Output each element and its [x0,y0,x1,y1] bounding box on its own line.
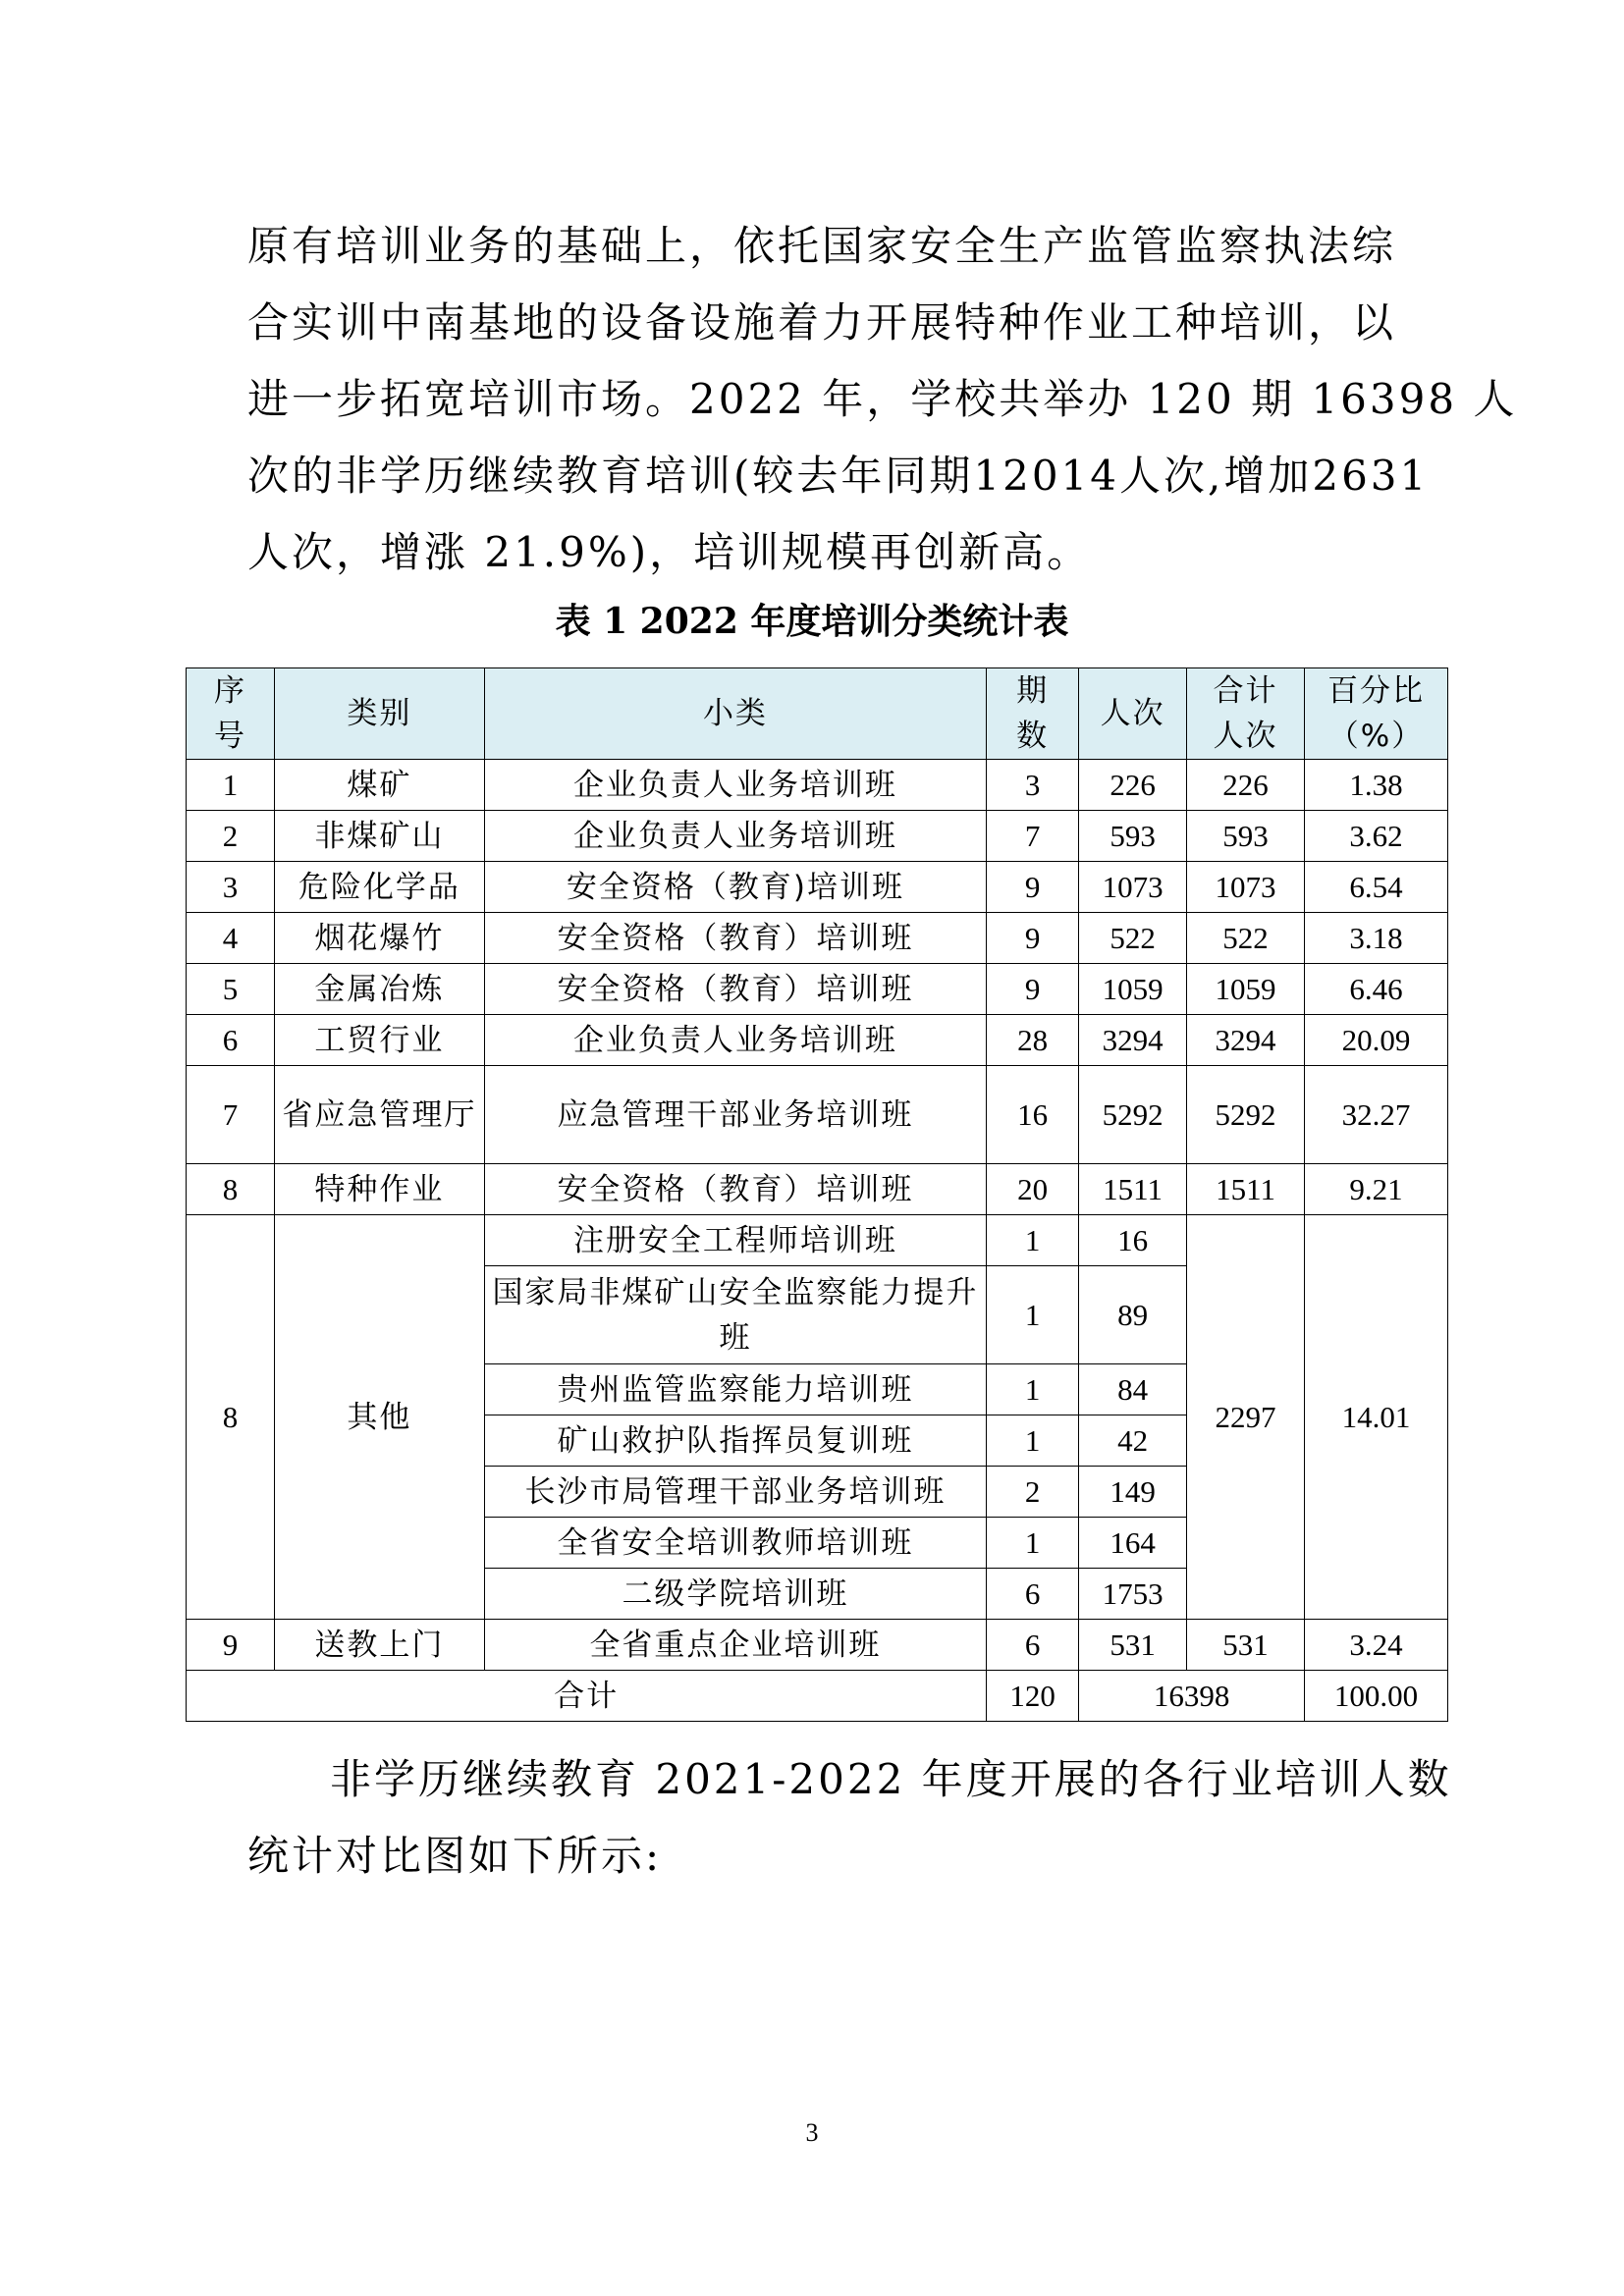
cell-percent: 3.62 [1305,811,1448,862]
cell-subcategory: 安全资格（教育）培训班 [484,964,986,1015]
cell-subcategory: 长沙市局管理干部业务培训班 [484,1467,986,1518]
cell-percent: 32.27 [1305,1066,1448,1164]
cell-periods: 1 [987,1518,1079,1569]
closing-paragraph [247,1741,1452,1895]
cell-persons: 593 [1079,811,1187,862]
header-persons: 人次 [1079,668,1187,760]
table-row [187,1066,1448,1164]
cell-persons: 149 [1079,1467,1187,1518]
cell-subcategory: 注册安全工程师培训班 [484,1215,986,1266]
cell-category: 其他 [274,1215,484,1620]
cell-persons: 1511 [1079,1164,1187,1215]
cell-seq: 2 [187,811,275,862]
cell-periods: 1 [987,1364,1079,1415]
cell-periods: 6 [987,1569,1079,1620]
cell-total-percent: 100.00 [1305,1671,1448,1722]
cell-category: 非煤矿山 [274,811,484,862]
cell-subcategory: 贵州监管监察能力培训班 [484,1364,986,1415]
intro-paragraph [247,208,1518,591]
table-row [187,760,1448,811]
table-row [187,1620,1448,1671]
table-body [187,760,1448,1722]
cell-persons: 522 [1079,913,1187,964]
cell-seq: 9 [187,1620,275,1671]
header-subcategory: 小类 [484,668,986,760]
table-row [187,913,1448,964]
header-percent: 百分比 （%） [1305,668,1448,760]
cell-periods: 2 [987,1467,1079,1518]
cell-category: 省应急管理厅 [274,1066,484,1164]
cell-persons: 226 [1079,760,1187,811]
cell-subcategory: 矿山救护队指挥员复训班 [484,1415,986,1467]
header-total-persons: 合计 人次 [1187,668,1305,760]
table-header-row [187,668,1448,760]
page-number: 3 [805,2118,819,2147]
cell-category: 工贸行业 [274,1015,484,1066]
cell-persons: 84 [1079,1364,1187,1415]
cell-percent: 6.46 [1305,964,1448,1015]
cell-periods: 7 [987,811,1079,862]
cell-subcategory: 企业负责人业务培训班 [484,1015,986,1066]
cell-total-periods: 120 [987,1671,1079,1722]
cell-total-persons: 2297 [1187,1215,1305,1620]
intro-line: 合实训中南基地的设备设施着力开展特种作业工种培训，以 [247,298,1397,347]
training-statistics-table [186,667,1448,1722]
cell-periods: 6 [987,1620,1079,1671]
intro-line: 进一步拓宽培训市场。2022 年，学校共举办 120 期 16398 人 [247,375,1518,423]
cell-percent: 3.18 [1305,913,1448,964]
header-periods: 期 数 [987,668,1079,760]
cell-seq: 3 [187,862,275,913]
cell-periods: 1 [987,1215,1079,1266]
cell-subcategory: 安全资格（教育)培训班 [484,862,986,913]
cell-periods: 1 [987,1266,1079,1364]
cell-periods: 9 [987,964,1079,1015]
intro-line: 原有培训业务的基础上，依托国家安全生产监管监察执法综 [247,222,1397,270]
intro-line: 人次，增涨 21.9%)，培训规模再创新高。 [247,528,1092,576]
cell-total-persons: 522 [1187,913,1305,964]
cell-total-persons: 226 [1187,760,1305,811]
cell-category: 煤矿 [274,760,484,811]
cell-persons: 531 [1079,1620,1187,1671]
cell-total-persons: 531 [1187,1620,1305,1671]
cell-periods: 9 [987,913,1079,964]
table-caption: 表 1 2022 年度培训分类统计表 [555,601,1069,642]
cell-percent: 20.09 [1305,1015,1448,1066]
cell-subcategory: 全省重点企业培训班 [484,1620,986,1671]
cell-total-persons: 5292 [1187,1066,1305,1164]
cell-total-persons: 593 [1187,811,1305,862]
cell-periods: 1 [987,1415,1079,1467]
cell-seq: 1 [187,760,275,811]
cell-periods: 20 [987,1164,1079,1215]
cell-subcategory: 国家局非煤矿山安全监察能力提升班 [484,1266,986,1364]
table-total-row [187,1671,1448,1722]
cell-total-persons: 1511 [1187,1164,1305,1215]
cell-category: 送教上门 [274,1620,484,1671]
closing-line: 非学历继续教育 2021-2022 年度开展的各行业培训人数 [330,1755,1452,1803]
cell-category: 烟花爆竹 [274,913,484,964]
cell-subcategory: 二级学院培训班 [484,1569,986,1620]
cell-subcategory: 安全资格（教育）培训班 [484,913,986,964]
cell-total-persons-sum: 16398 [1079,1671,1305,1722]
cell-periods: 28 [987,1015,1079,1066]
cell-subcategory: 安全资格（教育）培训班 [484,1164,986,1215]
cell-persons: 164 [1079,1518,1187,1569]
cell-percent: 14.01 [1305,1215,1448,1620]
cell-total-label: 合计 [187,1671,987,1722]
cell-subcategory: 全省安全培训教师培训班 [484,1518,986,1569]
cell-percent: 3.24 [1305,1620,1448,1671]
cell-persons: 1753 [1079,1569,1187,1620]
table-row [187,964,1448,1015]
cell-periods: 3 [987,760,1079,811]
cell-subcategory: 应急管理干部业务培训班 [484,1066,986,1164]
intro-line: 次的非学历继续教育培训(较去年同期12014人次,增加2631 [247,452,1430,500]
table-row [187,862,1448,913]
cell-percent: 9.21 [1305,1164,1448,1215]
cell-seq: 7 [187,1066,275,1164]
cell-seq: 4 [187,913,275,964]
cell-persons: 89 [1079,1266,1187,1364]
table-row [187,811,1448,862]
cell-seq: 8 [187,1215,275,1620]
table-row [187,1215,1448,1266]
cell-category: 金属冶炼 [274,964,484,1015]
table-row [187,1164,1448,1215]
cell-periods: 9 [987,862,1079,913]
table-row [187,1015,1448,1066]
cell-persons: 3294 [1079,1015,1187,1066]
cell-seq: 8 [187,1164,275,1215]
cell-percent: 6.54 [1305,862,1448,913]
cell-percent: 1.38 [1305,760,1448,811]
cell-total-persons: 3294 [1187,1015,1305,1066]
cell-periods: 16 [987,1066,1079,1164]
cell-subcategory: 企业负责人业务培训班 [484,760,986,811]
cell-total-persons: 1059 [1187,964,1305,1015]
cell-persons: 42 [1079,1415,1187,1467]
cell-category: 特种作业 [274,1164,484,1215]
header-seq: 序 号 [187,668,275,760]
cell-persons: 16 [1079,1215,1187,1266]
cell-category: 危险化学品 [274,862,484,913]
cell-persons: 5292 [1079,1066,1187,1164]
cell-total-persons: 1073 [1187,862,1305,913]
closing-line: 统计对比图如下所示: [247,1832,663,1880]
cell-seq: 6 [187,1015,275,1066]
header-category: 类别 [274,668,484,760]
cell-persons: 1073 [1079,862,1187,913]
cell-persons: 1059 [1079,964,1187,1015]
cell-subcategory: 企业负责人业务培训班 [484,811,986,862]
cell-seq: 5 [187,964,275,1015]
